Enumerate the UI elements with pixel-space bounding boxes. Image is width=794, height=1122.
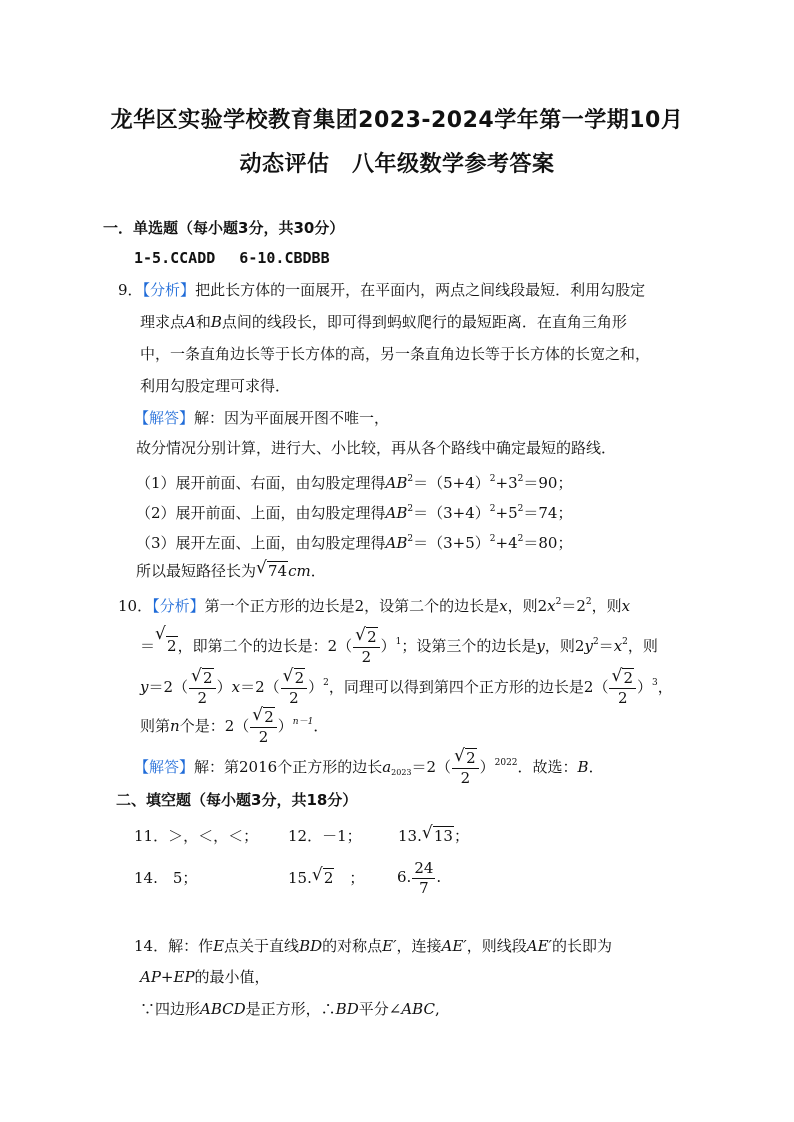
- segment-ae-prime: AE′: [526, 937, 552, 955]
- q10-text: 第一个正方形的边长是2，设第二个的边长是: [204, 597, 500, 615]
- q10-line-3: [140, 664, 673, 707]
- q10-line-2: [140, 623, 658, 666]
- fraction-sqrt2-over-2: [452, 746, 479, 787]
- point-a: A: [185, 313, 196, 331]
- q14-text: ，则线段: [466, 937, 527, 955]
- var-x: x: [621, 597, 631, 615]
- q10-text: 个是：2（: [179, 717, 250, 735]
- radical-sign: √: [311, 865, 323, 885]
- conclusion-end: ．: [310, 562, 326, 580]
- q9-analysis-text-1: 把此长方体的一面展开，在平面内，两点之间线段最短．利用勾股定: [195, 281, 646, 299]
- q10-text: ＝: [140, 637, 156, 655]
- q9-text: 点间的线段长，即可得到蚂蚁爬行的最短距离．在直角三角形: [221, 313, 627, 331]
- radical-sign: √: [355, 625, 366, 645]
- q10-text: ，同理可以得到第四个正方形的边长是2（: [328, 678, 609, 696]
- denominator: 2: [289, 689, 299, 707]
- radicand: 2: [323, 869, 334, 887]
- point-e-prime: E′: [382, 937, 397, 955]
- sqrt-74: [256, 558, 288, 581]
- exponent: 2: [517, 504, 524, 514]
- radical-sign: √: [282, 666, 294, 686]
- q9-solution-tag: 【解答】: [134, 409, 195, 427]
- fraction-sqrt2-over-2: [281, 666, 308, 707]
- q10-line-1: [118, 592, 630, 616]
- q9-text: 和: [195, 313, 211, 331]
- case-text: +4: [495, 534, 518, 552]
- denominator: 2: [197, 689, 208, 707]
- answer-14: 14. 5；: [134, 869, 198, 887]
- answer-16-end: .: [436, 868, 442, 886]
- radicand: 2: [264, 708, 274, 726]
- case-text: ＝（5+4）: [413, 474, 490, 492]
- fraction-sqrt2-over-2: [250, 705, 277, 746]
- q10-text: ＝2（: [240, 678, 280, 696]
- radicand: 2: [203, 669, 213, 687]
- q10-text: ＝2（: [148, 678, 189, 696]
- var-x: x: [613, 637, 623, 655]
- radical-sign: √: [256, 558, 267, 578]
- case-text: +5: [495, 504, 518, 522]
- line-bd: BD: [299, 937, 323, 955]
- case-text: （1）展开前面、右面，由勾股定理得: [136, 474, 386, 492]
- q10-solution-text: ．: [588, 758, 604, 776]
- q10-solution-text: ＝2（: [411, 758, 452, 776]
- q9-analysis-tag: 【分析】: [142, 281, 196, 299]
- q10-text: ，则: [627, 637, 658, 655]
- q14-text: 的最小值，: [194, 968, 270, 986]
- q9-line-3: 中，一条直角边长等于长方体的高，另一条直角边长等于长方体的长宽之和，: [140, 345, 651, 363]
- q9-line-1: [118, 280, 645, 300]
- exponent: 2: [489, 474, 496, 484]
- sqrt-13: [421, 823, 454, 846]
- answer-16-number: 6.: [397, 868, 412, 886]
- fraction-sqrt2-over-2: [353, 625, 380, 666]
- point-b: B: [210, 313, 222, 331]
- q10-text: ，则2: [507, 597, 548, 615]
- radical-sign: √: [252, 705, 264, 725]
- denominator: 7: [419, 879, 429, 897]
- q10-text: 则第: [140, 717, 171, 735]
- q10-solution-tag: 【解答】: [134, 758, 195, 776]
- q10-text: ＝2: [561, 597, 586, 615]
- answer-15-end: ；: [334, 869, 365, 887]
- denominator: 2: [617, 689, 628, 707]
- radicand: 13: [433, 827, 453, 845]
- paren: ）: [216, 678, 232, 696]
- fraction-24-over-7: [412, 859, 435, 897]
- paren: ）: [637, 678, 653, 696]
- q9-line-4: 利用勾股定理可求得．: [140, 377, 291, 395]
- var-y: y: [584, 637, 593, 655]
- radicand: 2: [367, 628, 377, 646]
- q9-solution-line-1: [134, 408, 389, 428]
- exponent: 2: [489, 534, 496, 544]
- radical-sign: √: [155, 624, 166, 644]
- answer-13-end: ；: [453, 827, 469, 845]
- section1-answers: 1-5.CCADD 6-10.CBDBB: [134, 249, 330, 267]
- q14-text: 是正方形，∴: [245, 1000, 336, 1018]
- exponent: 2: [592, 637, 599, 647]
- case-text: ＝90；: [523, 474, 573, 492]
- q10-text: ，则: [591, 597, 622, 615]
- conclusion-text: 所以最短路径长为: [136, 562, 257, 580]
- section1-heading: 一．单选题（每小题3分，共30分）: [103, 219, 345, 237]
- q9-solution-text: 解：因为平面展开图不唯一，: [194, 409, 390, 427]
- q10-solution-text: ．故选：: [517, 758, 578, 776]
- angle-abc: ABC: [401, 1000, 435, 1018]
- case-text: （3）展开左面、上面，由勾股定理得: [136, 534, 386, 552]
- q10-solution: [134, 744, 604, 792]
- exponent: 2: [407, 504, 414, 514]
- var-y: y: [140, 678, 149, 696]
- q14-line-3: [140, 999, 440, 1019]
- var-x: x: [231, 678, 241, 696]
- subscript: 2023: [391, 768, 412, 777]
- q14-text: 点关于直线: [224, 937, 300, 955]
- var-x: x: [499, 597, 508, 615]
- q10-analysis-tag: 【分析】: [152, 597, 205, 615]
- radicand: 2: [466, 749, 476, 767]
- numerator: 24: [414, 859, 434, 877]
- expr-ap-ep: AP+EP: [140, 968, 195, 986]
- radical-sign: √: [454, 746, 465, 766]
- paren: ）: [479, 758, 495, 776]
- denominator: 2: [361, 648, 372, 666]
- fraction-sqrt2-over-2: [609, 666, 636, 707]
- paren: ）: [380, 637, 396, 655]
- radicand: 2: [167, 637, 177, 655]
- q14-text: 14．解：作: [134, 937, 214, 955]
- case-text: ＝（3+4）: [413, 504, 490, 522]
- title-line-1: 龙华区实验学校教育集团2023-2024学年第一学期10月: [110, 108, 684, 133]
- denominator: 2: [460, 769, 471, 787]
- exponent: 2: [585, 597, 592, 607]
- q10-text: ．: [313, 717, 329, 735]
- exponent: 3: [652, 678, 658, 688]
- q9-case-3: [136, 529, 572, 553]
- point-e: E: [213, 937, 225, 955]
- paren: ）: [308, 678, 324, 696]
- answer-15: [288, 865, 365, 888]
- case-text: ＝80；: [523, 534, 573, 552]
- sqrt-2: [155, 624, 178, 665]
- section2-heading: 二、填空题（每小题3分，共18分）: [116, 791, 358, 809]
- exponent: 2: [555, 597, 562, 607]
- q14-text: ,: [434, 1000, 440, 1018]
- q9-solution-line-2: 故分情况分别计算，进行大、小比较，再从各个路线中确定最短的路线．: [136, 439, 617, 457]
- q10-solution-text: 解：第2016个正方形的边长: [194, 758, 383, 776]
- radical-sign: √: [191, 666, 202, 686]
- paren: ）: [277, 717, 293, 735]
- exponent: 1: [395, 637, 402, 647]
- exponent: 2: [489, 504, 496, 514]
- q9-case-2: [136, 499, 572, 523]
- q9-line-2: [140, 312, 627, 332]
- var-a: a: [382, 758, 392, 776]
- unit: cm: [288, 562, 311, 580]
- exponent: 2: [517, 534, 524, 544]
- exponent: 2022: [494, 758, 518, 768]
- q10-text: ，: [657, 678, 673, 696]
- q10-text: ，则2: [544, 637, 585, 655]
- segment-ae-prime: AE′: [441, 937, 467, 955]
- answer-16: [397, 858, 441, 897]
- radical-sign: √: [611, 666, 623, 686]
- ab: AB: [385, 534, 408, 552]
- exponent: 2: [517, 474, 524, 484]
- answer-13-number: 13.: [398, 827, 422, 845]
- q14-line-1: [134, 936, 612, 956]
- square-abcd: ABCD: [200, 1000, 246, 1018]
- answer-12: 12．－1；: [288, 827, 362, 845]
- q14-line-2: [140, 967, 270, 987]
- q14-text: 的对称点: [322, 937, 383, 955]
- var-y: y: [536, 637, 545, 655]
- var-n: n: [170, 717, 180, 735]
- answer-15-number: 15.: [288, 869, 312, 887]
- ab: AB: [385, 504, 408, 522]
- exponent: 2: [407, 534, 414, 544]
- fraction-sqrt2-over-2: [189, 666, 216, 707]
- q10-line-4: [140, 703, 328, 746]
- radical-sign: √: [421, 823, 433, 843]
- answer-13: [398, 823, 469, 846]
- q10-text: ＝: [598, 637, 614, 655]
- answer-11: 11．＞，＜，＜；: [134, 827, 259, 845]
- case-text: （2）展开前面、上面，由勾股定理得: [136, 504, 386, 522]
- q9-number: 9．: [118, 281, 143, 299]
- q9-text: 理求点: [140, 313, 186, 331]
- line-bd: BD: [335, 1000, 359, 1018]
- ab: AB: [385, 474, 408, 492]
- q14-text: 的长即为: [551, 937, 612, 955]
- q9-conclusion: [136, 558, 326, 581]
- exponent: 2: [622, 637, 628, 647]
- q10-text: ；设第三个的边长是: [401, 637, 537, 655]
- radicand: 2: [623, 669, 633, 687]
- q14-text: 平分∠: [358, 1000, 402, 1018]
- exponent: 2: [323, 678, 329, 688]
- q14-text: ∵四边形: [140, 1000, 201, 1018]
- q10-text: ，即第二个的边长是：2（: [177, 637, 353, 655]
- q10-number: 10．: [118, 597, 153, 615]
- q9-case-1: [136, 469, 572, 493]
- var-x: x: [547, 597, 556, 615]
- answer-choice: B: [577, 758, 589, 776]
- case-text: ＝（3+5）: [413, 534, 490, 552]
- case-text: +3: [495, 474, 518, 492]
- sqrt-2: [311, 865, 335, 888]
- exponent: 2: [407, 474, 414, 484]
- q14-text: ，连接: [396, 937, 442, 955]
- radicand: 74: [268, 562, 288, 580]
- case-text: ＝74；: [523, 504, 573, 522]
- radicand: 2: [294, 669, 305, 687]
- title-line-2: 动态评估 八年级数学参考答案: [239, 152, 555, 177]
- exponent: n－1: [292, 717, 314, 727]
- denominator: 2: [258, 728, 269, 746]
